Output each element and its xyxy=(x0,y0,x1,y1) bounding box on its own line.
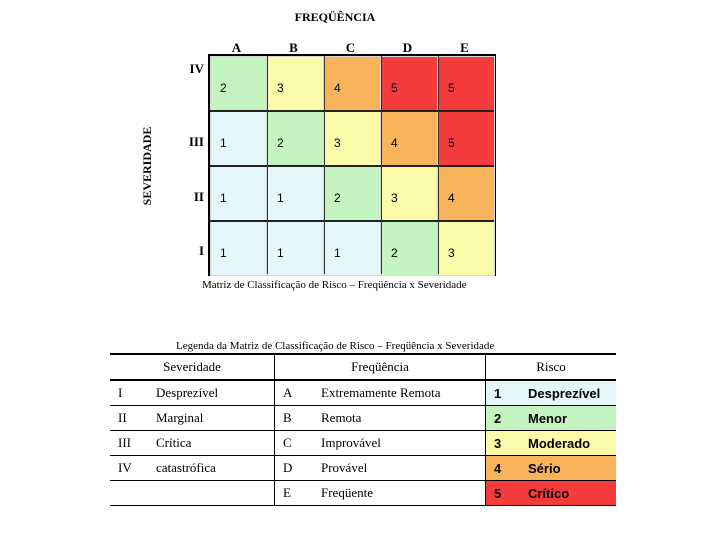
column-header-c: C xyxy=(345,40,356,55)
legend-row xyxy=(110,456,616,481)
severity-number: III xyxy=(110,431,156,456)
legend-table xyxy=(110,353,616,506)
column-header-e: E xyxy=(460,40,469,55)
risk-label: Crítico xyxy=(528,481,616,506)
risk-number: 4 xyxy=(486,456,529,481)
frequency-label: Improvável xyxy=(321,431,486,456)
matrix-cell-i-c: 1 xyxy=(324,221,381,276)
matrix-cell-iii-c: 3 xyxy=(324,111,381,166)
frequency-letter: C xyxy=(275,431,322,456)
legend-caption: Legenda da Matriz de Classificação de Risco – Freqüência x Severidade xyxy=(176,340,495,352)
matrix-cell-iv-d: 5 xyxy=(381,56,438,111)
column-header-a: A xyxy=(231,40,242,55)
column-header-b: B xyxy=(289,40,298,55)
legend-header-row xyxy=(110,354,616,380)
severity-label: Desprezível xyxy=(156,380,275,406)
severity-label: Crítica xyxy=(156,431,275,456)
matrix-title: FREQÜÊNCIA xyxy=(294,10,376,24)
severity-number xyxy=(110,481,156,506)
matrix-cell-iv-a: 2 xyxy=(210,56,267,111)
matrix-caption: Matriz de Classificação de Risco – Freqüência x Severidade xyxy=(202,279,467,291)
severity-number: IV xyxy=(110,456,156,481)
matrix-gridline xyxy=(381,56,382,274)
legend-row xyxy=(110,431,616,456)
frequency-label: Provável xyxy=(321,456,486,481)
matrix-cell-ii-b: 1 xyxy=(267,166,324,221)
matrix-cell-iii-a: 1 xyxy=(210,111,267,166)
matrix-cell-iii-b: 2 xyxy=(267,111,324,166)
frequency-label: Remota xyxy=(321,406,486,431)
legend-row xyxy=(110,481,616,506)
severity-number: II xyxy=(110,406,156,431)
frequency-letter: B xyxy=(275,406,322,431)
risk-number: 3 xyxy=(486,431,529,456)
risk-number: 2 xyxy=(486,406,529,431)
matrix-gridline xyxy=(210,220,494,222)
severity-label: Marginal xyxy=(156,406,275,431)
row-header-iii: III xyxy=(188,134,204,149)
legend-row xyxy=(110,406,616,431)
matrix-gridline xyxy=(267,56,268,274)
matrix-cell-ii-d: 3 xyxy=(381,166,438,221)
matrix-cell-ii-e: 4 xyxy=(438,166,495,221)
severity-axis-label: SEVERIDADE xyxy=(140,126,154,206)
matrix-cell-i-b: 1 xyxy=(267,221,324,276)
matrix-gridline xyxy=(438,56,439,274)
risk-label: Desprezível xyxy=(528,380,616,406)
row-header-ii: II xyxy=(193,189,204,204)
matrix-cell-i-e: 3 xyxy=(438,221,495,276)
matrix-cell-ii-a: 1 xyxy=(210,166,267,221)
severity-label xyxy=(156,481,275,506)
matrix-cell-iv-e: 5 xyxy=(438,56,495,111)
row-header-i: I xyxy=(198,243,204,258)
severity-number: I xyxy=(110,380,156,406)
frequency-letter: D xyxy=(275,456,322,481)
risk-matrix xyxy=(208,54,496,276)
risk-number: 5 xyxy=(486,481,529,506)
column-header-d: D xyxy=(402,40,413,55)
frequency-label: Freqüente xyxy=(321,481,486,506)
matrix-gridline xyxy=(210,110,494,112)
matrix-cell-i-d: 2 xyxy=(381,221,438,276)
frequency-label: Extremamente Remota xyxy=(321,380,486,406)
legend-header-risco: Risco xyxy=(486,354,617,380)
matrix-cell-iii-e: 5 xyxy=(438,111,495,166)
matrix-cell-iv-b: 3 xyxy=(267,56,324,111)
legend-row xyxy=(110,380,616,406)
matrix-cell-iii-d: 4 xyxy=(381,111,438,166)
legend-header-frequencia: Freqüência xyxy=(275,354,486,380)
risk-label: Menor xyxy=(528,406,616,431)
matrix-gridline xyxy=(324,56,325,274)
matrix-cell-i-a: 1 xyxy=(210,221,267,276)
matrix-gridline xyxy=(210,165,494,167)
row-header-iv: IV xyxy=(189,61,204,76)
risk-label: Moderado xyxy=(528,431,616,456)
legend-header-severidade: Severidade xyxy=(110,354,275,380)
matrix-cell-ii-c: 2 xyxy=(324,166,381,221)
severity-label: catastrófica xyxy=(156,456,275,481)
matrix-cell-iv-c: 4 xyxy=(324,56,381,111)
risk-label: Sério xyxy=(528,456,616,481)
frequency-letter: A xyxy=(275,380,322,406)
risk-number: 1 xyxy=(486,380,529,406)
frequency-letter: E xyxy=(275,481,322,506)
